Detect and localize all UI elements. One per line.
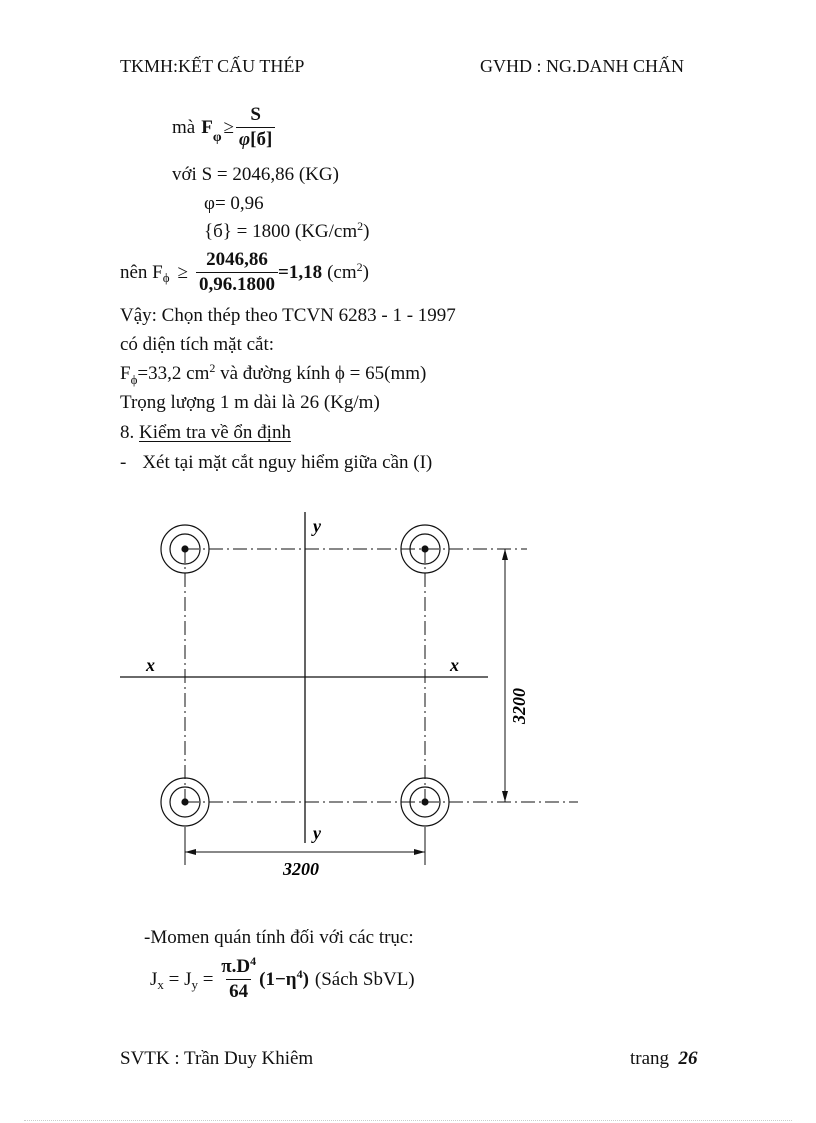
formula2-unit-close: ): [362, 261, 369, 283]
header-left: TKMH:KẾT CẤU THÉP: [120, 56, 305, 76]
pipe-top-left: [161, 525, 209, 573]
inertia-denominator: 64: [226, 979, 251, 1003]
formula2-op: ≥: [177, 261, 189, 283]
inertia-num-text: π.D: [221, 956, 251, 977]
given-sigma-close: ): [363, 221, 370, 242]
body-line-area: có diện tích mặt cắt:: [120, 334, 275, 355]
formula2-sub: ϕ: [162, 269, 170, 285]
inertia-formula: [150, 956, 415, 1003]
footer-page-number: 26: [678, 1048, 698, 1069]
formula2-result: =1,18: [278, 261, 323, 283]
formula2-denominator: 0,96.1800: [196, 272, 278, 296]
line3-sub: ϕ: [130, 372, 138, 387]
given-s: với S = 2046,86 (KG): [172, 164, 339, 185]
formula2-unit-open: (cm: [327, 261, 357, 283]
formula2-prefix: nên F: [120, 261, 163, 283]
given-phi: φ= 0,96: [204, 193, 264, 214]
line3-area: =33,2 cm: [137, 363, 210, 384]
bottom-dotted-rule: [24, 1120, 792, 1121]
line3-f: F: [120, 363, 131, 384]
inertia-tail-text: (1−η: [259, 968, 297, 990]
label-y-top: y: [313, 516, 321, 536]
inertia-num-sup: 4: [250, 954, 257, 968]
dim-vertical-arrow-bottom: [502, 791, 508, 802]
inertia-sub-y: y: [191, 976, 199, 992]
dim-vertical-arrow-top: [502, 549, 508, 560]
line3-sup: 2: [209, 361, 216, 375]
formula1-den-phi: φ: [239, 129, 251, 150]
inertia-eq1: = J: [163, 968, 192, 990]
given-sigma-sup: 2: [357, 219, 364, 233]
given-sigma-text: {б} = 1800 (KG/cm: [204, 221, 358, 242]
line3-diameter: và đường kính ϕ = 65(mm): [215, 363, 427, 384]
inertia-intro: -Momen quán tính đối với các trục:: [144, 927, 414, 948]
bullet-dash: -: [120, 452, 127, 473]
inertia-tail-sup: 4: [296, 966, 303, 981]
footer-page: [630, 1048, 698, 1070]
dim-horizontal-label: 3200: [283, 859, 319, 879]
inertia-eq2: =: [198, 968, 219, 990]
formula1-lhs: F: [201, 116, 213, 138]
label-x-left: x: [146, 655, 155, 675]
formula1-lhs-sub: φ: [212, 129, 222, 145]
body-line-weight: Trọng lượng 1 m dài là 26 (Kg/m): [120, 392, 380, 413]
formula1-numerator: S: [250, 104, 261, 125]
inertia-numerator: [218, 956, 259, 979]
inertia-sub-x: x: [157, 976, 164, 992]
dim-horizontal-arrow-right: [414, 849, 425, 855]
inertia-tail-close: ): [302, 968, 309, 990]
formula2-numerator: 2046,86: [206, 249, 268, 270]
inertia-tail: [259, 966, 309, 991]
inertia-source: (Sách SbVL): [314, 968, 415, 990]
label-x-right: x: [450, 655, 459, 675]
section-number: 8.: [120, 422, 135, 443]
section-title: Kiểm tra về ổn định: [139, 422, 291, 443]
bullet-text: Xét tại mặt cắt nguy hiểm giữa cần (I): [142, 452, 433, 473]
body-line-choose: Vậy: Chọn thép theo TCVN 6283 - 1 - 1997: [120, 305, 456, 326]
formula2-unit-sup: 2: [356, 259, 363, 274]
footer-left: SVTK : Trần Duy Khiêm: [120, 1048, 314, 1069]
inertia-fraction: [218, 956, 259, 1003]
formula1-den-sigma: [б]: [250, 129, 273, 150]
pipe-bottom-left: [161, 778, 209, 826]
header-right: GVHD : NG.DANH CHẤN: [480, 56, 684, 76]
dim-horizontal-arrow-left: [185, 849, 196, 855]
inertia-lhs: J: [150, 968, 158, 990]
dim-vertical-label: 3200: [509, 688, 529, 724]
label-y-bottom: y: [313, 823, 321, 843]
formula1-op: ≥: [223, 116, 235, 138]
formula1-prefix: mà: [172, 116, 196, 138]
footer-page-label: trang: [630, 1048, 670, 1069]
